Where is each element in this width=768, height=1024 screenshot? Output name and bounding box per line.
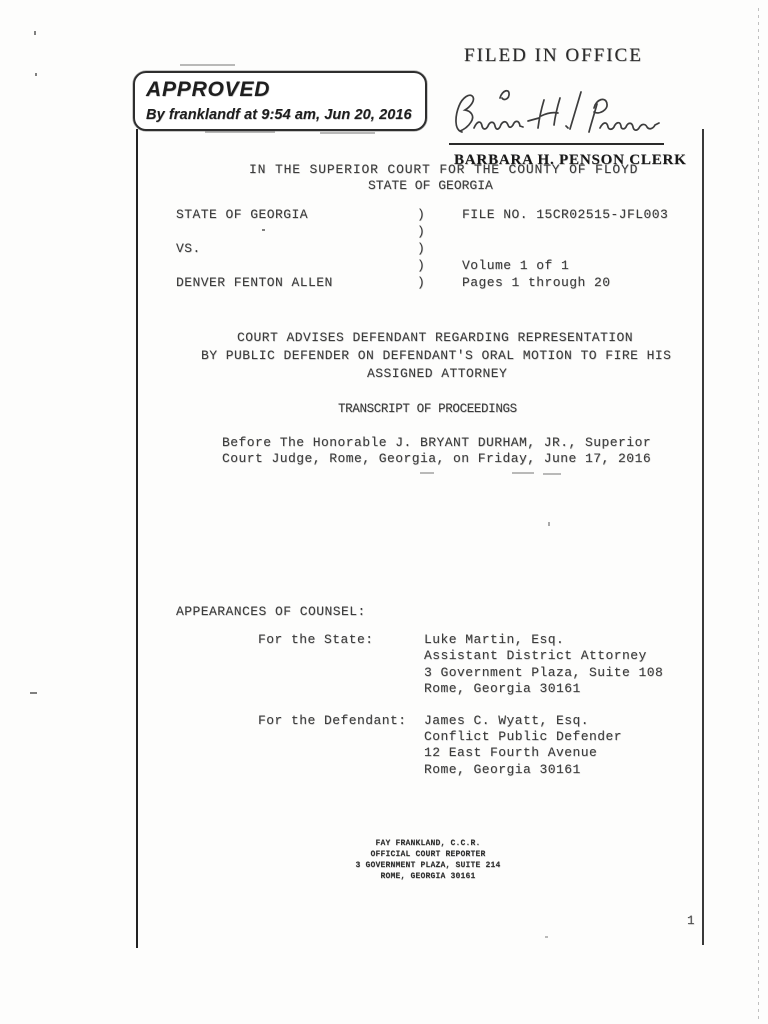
caption-paren: ) [417, 241, 426, 256]
ink-speck [548, 522, 550, 526]
case-title-line2: BY PUBLIC DEFENDER ON DEFENDANT'S ORAL MOTION TO FIRE HIS [201, 348, 672, 363]
reporter-title: OFFICIAL COURT REPORTER [370, 850, 486, 859]
page-number: 1 [687, 914, 695, 928]
ink-speck [34, 31, 36, 35]
state-counsel-address1: 3 Government Plaza, Suite 108 [424, 665, 664, 680]
scan-artifact-dash [180, 64, 235, 66]
state-counsel-name: Luke Martin, Esq. [424, 632, 565, 647]
filed-in-office-stamp: FILED IN OFFICE [464, 45, 643, 66]
caption-paren: ) [417, 258, 426, 273]
caption-paren: ) [417, 207, 426, 222]
left-margin-rule [136, 129, 138, 948]
state-counsel-label: For the State: [258, 632, 374, 647]
reporter-city: ROME, GEORGIA 30161 [380, 872, 476, 881]
ink-speck [545, 936, 548, 938]
caption-volume: Volume 1 of 1 [462, 258, 570, 273]
scan-artifact-dash [420, 472, 434, 474]
ink-speck [30, 692, 37, 694]
state-counsel-address2: Rome, Georgia 30161 [424, 681, 581, 696]
court-heading-line1: IN THE SUPERIOR COURT FOR THE COUNTY OF FLOYD [249, 162, 639, 177]
caption-pages: Pages 1 through 20 [462, 275, 611, 290]
appearances-heading: APPEARANCES OF COUNSEL: [176, 604, 366, 619]
scan-edge-line [758, 8, 759, 1020]
approved-stamp-title: APPROVED [146, 78, 271, 101]
caption-plaintiff: STATE OF GEORGIA [176, 207, 309, 222]
before-judge-line1: Before The Honorable J. BRYANT DURHAM, JR., Superior [222, 435, 652, 450]
reporter-name: FAY FRANKLAND, C.C.R. [375, 839, 481, 848]
defendant-counsel-label: For the Defendant: [258, 713, 407, 728]
state-counsel-title: Assistant District Attorney [424, 648, 647, 663]
ink-speck [262, 229, 265, 231]
ink-speck [35, 73, 37, 76]
case-title-line3: ASSIGNED ATTORNEY [367, 366, 508, 381]
scan-artifact-dash [543, 473, 561, 475]
signature-rule [449, 143, 664, 145]
approved-stamp-byline: By franklandf at 9:54 am, Jun 20, 2016 [146, 107, 412, 123]
approved-stamp [133, 71, 427, 131]
caption-paren: ) [417, 275, 426, 290]
right-margin-rule [702, 129, 704, 945]
case-title-line1: COURT ADVISES DEFENDANT REGARDING REPRESENTATION [237, 330, 634, 345]
scan-artifact-dash [205, 131, 275, 133]
caption-vs: VS. [176, 241, 201, 256]
clerk-name-stamp: BARBARA H. PENSON CLERK [454, 152, 687, 168]
court-heading-line2: STATE OF GEORGIA [368, 178, 493, 193]
defendant-counsel-title: Conflict Public Defender [424, 729, 623, 744]
scan-artifact-dash [320, 132, 375, 134]
transcript-heading: TRANSCRIPT OF PROCEEDINGS [338, 402, 517, 416]
caption-paren: ) [417, 224, 426, 239]
caption-defendant: DENVER FENTON ALLEN [176, 275, 333, 290]
scan-artifact-dash [512, 472, 534, 474]
reporter-address: 3 GOVERNMENT PLAZA, SUITE 214 [355, 861, 501, 870]
clerk-signature [448, 80, 666, 142]
defendant-counsel-address1: 12 East Fourth Avenue [424, 745, 598, 760]
before-judge-line2: Court Judge, Rome, Georgia, on Friday, June 17, 2016 [222, 451, 652, 466]
caption-file-number: FILE NO. 15CR02515-JFL003 [462, 207, 669, 222]
defendant-counsel-address2: Rome, Georgia 30161 [424, 762, 581, 777]
defendant-counsel-name: James C. Wyatt, Esq. [424, 713, 590, 728]
reporter-block [328, 838, 528, 882]
